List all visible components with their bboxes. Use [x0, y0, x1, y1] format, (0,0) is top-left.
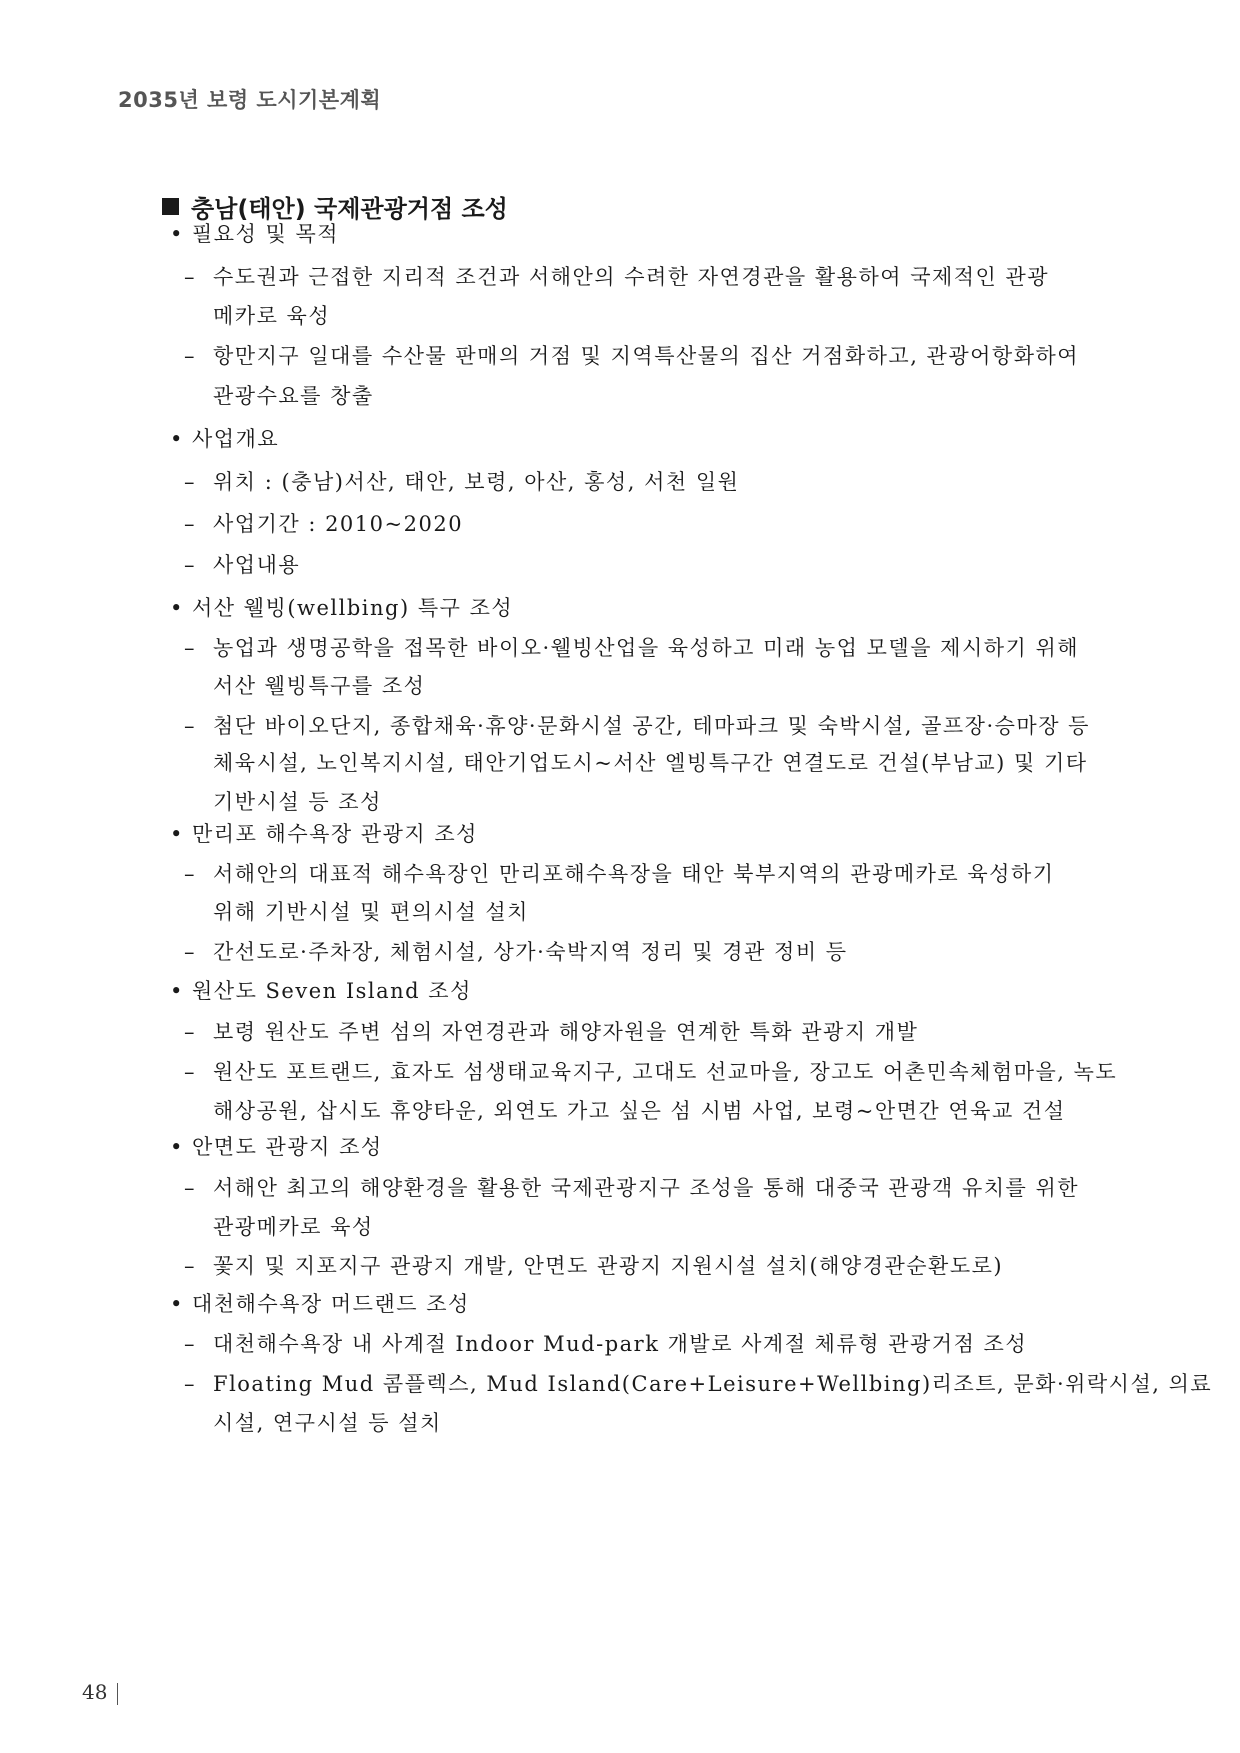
continuation-line: [213, 1097, 1066, 1125]
dash-item: [184, 551, 300, 579]
dash-item: [184, 1174, 1079, 1202]
dash-item: [184, 938, 848, 966]
line-text: 관광메카로 육성: [213, 1215, 374, 1239]
line-text: 시설, 연구시설 등 설치: [213, 1411, 442, 1435]
dash-marker: –: [184, 1372, 196, 1396]
dash-marker: –: [184, 553, 196, 577]
line-text: Floating Mud 콤플렉스, Mud Island(Care+Leisure+Wellbing)리조트, 문화·위락시설, 의료: [213, 1372, 1213, 1396]
section-title: [162, 189, 508, 224]
dash-marker: –: [184, 1176, 196, 1200]
dash-item: [184, 1252, 1003, 1280]
continuation-line: [213, 749, 1088, 777]
page-number-divider: [117, 1683, 118, 1705]
bullet-item: [170, 1290, 470, 1318]
dash-item: [184, 1330, 1027, 1358]
filled-square-icon: [162, 198, 179, 215]
line-text: 서산 웰빙특구를 조성: [213, 674, 426, 698]
line-text: 원산도 포트랜드, 효자도 섬생태교육지구, 고대도 선교마을, 장고도 어촌민속체험마을, 녹도: [213, 1060, 1118, 1084]
bullet-marker: •: [170, 596, 184, 620]
line-text: 관광수요를 창출: [213, 384, 374, 408]
line-text: 대천해수욕장 내 사계절 Indoor Mud-park 개발로 사계절 체류형 관광거점 조성: [213, 1332, 1028, 1356]
dash-item: [184, 860, 1055, 888]
dash-item: [184, 1018, 918, 1046]
continuation-line: [213, 672, 425, 700]
dash-item: [184, 1058, 1117, 1086]
line-text: 농업과 생명공학을 접목한 바이오·웰빙산업을 육성하고 미래 농업 모델을 제시하기 위해: [213, 636, 1080, 660]
continuation-line: [213, 898, 529, 926]
dash-marker: –: [184, 714, 196, 738]
bullet-marker: •: [170, 1135, 184, 1159]
dash-item: [184, 712, 1090, 740]
line-text: 꽃지 및 지포지구 관광지 개발, 안면도 관광지 지원시설 설치(해양경관순환도로): [213, 1254, 1004, 1278]
dash-marker: –: [184, 1332, 196, 1356]
dash-item: [184, 634, 1079, 662]
line-text: 위해 기반시설 및 편의시설 설치: [213, 900, 529, 924]
dash-marker: –: [184, 265, 196, 289]
section-title-text: 충남(태안) 국제관광거점 조성: [191, 195, 508, 223]
continuation-line: [213, 1213, 374, 1241]
line-text: 첨단 바이오단지, 종합채육·휴양·문화시설 공간, 테마파크 및 숙박시설, 골프장·승마장 등: [213, 714, 1090, 738]
line-text: 대천해수욕장 머드랜드 조성: [192, 1292, 470, 1316]
dash-marker: –: [184, 940, 196, 964]
dash-marker: –: [184, 1254, 196, 1278]
line-text: 간선도로·주차장, 체험시설, 상가·숙박지역 정리 및 경관 정비 등: [213, 940, 848, 964]
bullet-item: [170, 425, 279, 453]
bullet-item: [170, 594, 513, 622]
line-text: 위치 : (충남)서산, 태안, 보령, 아산, 홍성, 서천 일원: [213, 470, 740, 494]
dash-item: [184, 510, 463, 538]
dash-item: [184, 468, 739, 496]
line-text: 수도권과 근접한 지리적 조건과 서해안의 수려한 자연경관을 활용하여 국제적인 관광: [213, 265, 1050, 289]
line-text: 체육시설, 노인복지시설, 태안기업도시~서산 엘빙특구간 연결도로 건설(부남교) 및 기타: [213, 751, 1088, 775]
page-number: 48: [82, 1680, 108, 1704]
bullet-marker: •: [170, 222, 184, 246]
line-text: 기반시설 등 조성: [213, 790, 382, 814]
continuation-line: [213, 1409, 442, 1437]
dash-marker: –: [184, 1020, 196, 1044]
line-text: 항만지구 일대를 수산물 판매의 거점 및 지역특산물의 집산 거점화하고, 관광어항화하여: [213, 344, 1080, 368]
continuation-line: [213, 302, 330, 330]
dash-marker: –: [184, 470, 196, 494]
bullet-item: [170, 977, 472, 1005]
bullet-item: [170, 820, 478, 848]
line-text: 서해안의 대표적 해수욕장인 만리포해수욕장을 태안 북부지역의 관광메카로 육성하기: [213, 862, 1055, 886]
line-text: 서해안 최고의 해양환경을 활용한 국제관광지구 조성을 통해 대중국 관광객 유치를 위한: [213, 1176, 1080, 1200]
bullet-item: [170, 220, 339, 248]
bullet-marker: •: [170, 979, 184, 1003]
line-text: 안면도 관광지 조성: [192, 1135, 383, 1159]
line-text: 필요성 및 목적: [192, 222, 340, 246]
line-text: 보령 원산도 주변 섬의 자연경관과 해양자원을 연계한 특화 관광지 개발: [213, 1020, 919, 1044]
dash-marker: –: [184, 862, 196, 886]
dash-marker: –: [184, 344, 196, 368]
line-text: 사업개요: [192, 427, 280, 451]
dash-marker: –: [184, 1060, 196, 1084]
continuation-line: [213, 382, 374, 410]
line-text: 해상공원, 삽시도 휴양타운, 외연도 가고 싶은 섬 시범 사업, 보령~안면간 연육교 건설: [213, 1099, 1066, 1123]
bullet-item: [170, 1133, 383, 1161]
bullet-marker: •: [170, 822, 184, 846]
running-header: 2035년 보령 도시기본계획: [118, 88, 382, 112]
line-text: 사업내용: [213, 553, 301, 577]
bullet-marker: •: [170, 1292, 184, 1316]
line-text: 만리포 해수욕장 관광지 조성: [192, 822, 478, 846]
dash-marker: –: [184, 636, 196, 660]
dash-marker: –: [184, 512, 196, 536]
line-text: 사업기간 : 2010~2020: [213, 512, 464, 536]
dash-item: [184, 342, 1079, 370]
line-text: 서산 웰빙(wellbing) 특구 조성: [192, 596, 514, 620]
line-text: 원산도 Seven Island 조성: [192, 979, 472, 1003]
dash-item: [184, 263, 1049, 291]
continuation-line: [213, 788, 382, 816]
bullet-marker: •: [170, 427, 184, 451]
line-text: 메카로 육성: [213, 304, 331, 328]
dash-item: [184, 1370, 1212, 1398]
